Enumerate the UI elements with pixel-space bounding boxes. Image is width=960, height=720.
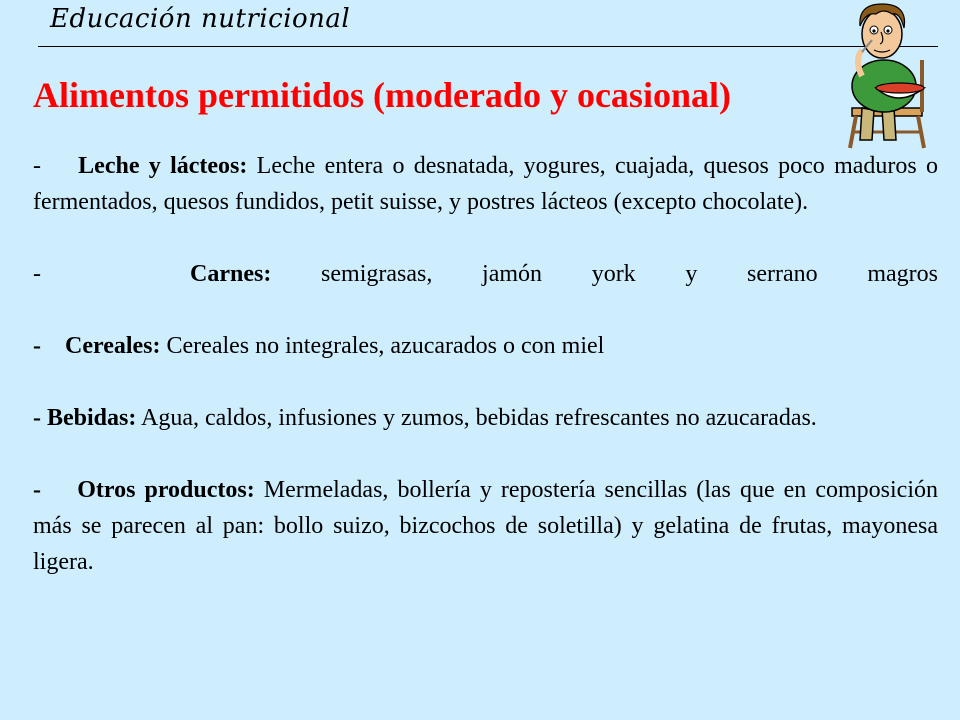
item-label: Cereales: — [65, 333, 161, 359]
item-label: Otros productos: — [77, 477, 255, 503]
item-dash: - — [33, 405, 41, 431]
list-item-bebidas — [33, 400, 938, 436]
item-text: Mermeladas, bollería y repostería sencillas (las que en composición más se parecen al pan: bollo suizo, bizcochos de soletilla) y gelatina de frutas, mayonesa ligera. — [33, 477, 939, 575]
header-title: Educación nutricional — [50, 4, 351, 34]
item-dash: - — [33, 261, 41, 287]
item-label: Leche y lácteos: — [78, 153, 248, 179]
header-rule — [38, 46, 938, 47]
item-text: Agua, caldos, infusiones y zumos, bebidas refrescantes no azucaradas. — [141, 405, 817, 431]
list-item-leche — [33, 148, 938, 220]
item-text: Cereales no integrales, azucarados o con miel — [166, 333, 605, 359]
list-item-carnes — [33, 256, 938, 292]
list-item-otros — [33, 472, 938, 580]
list-item-cereales — [33, 328, 938, 364]
item-text: semigrasas, jamón york y serrano magros — [321, 261, 938, 287]
item-dash: - — [33, 477, 41, 503]
man-eating-soup-illustration — [832, 0, 944, 150]
item-label: Carnes: — [190, 261, 272, 287]
item-dash: - — [33, 333, 41, 359]
slide-title: Alimentos permitidos (moderado y ocasional) — [33, 75, 731, 115]
item-dash: - — [33, 153, 41, 179]
food-list — [33, 148, 938, 580]
item-text: Leche entera o desnatada, yogures, cuajada, quesos poco maduros o fermentados, quesos fundidos, petit suisse, y postres lácteos (excepto chocolate). — [33, 153, 939, 215]
item-label: Bebidas: — [47, 405, 137, 431]
